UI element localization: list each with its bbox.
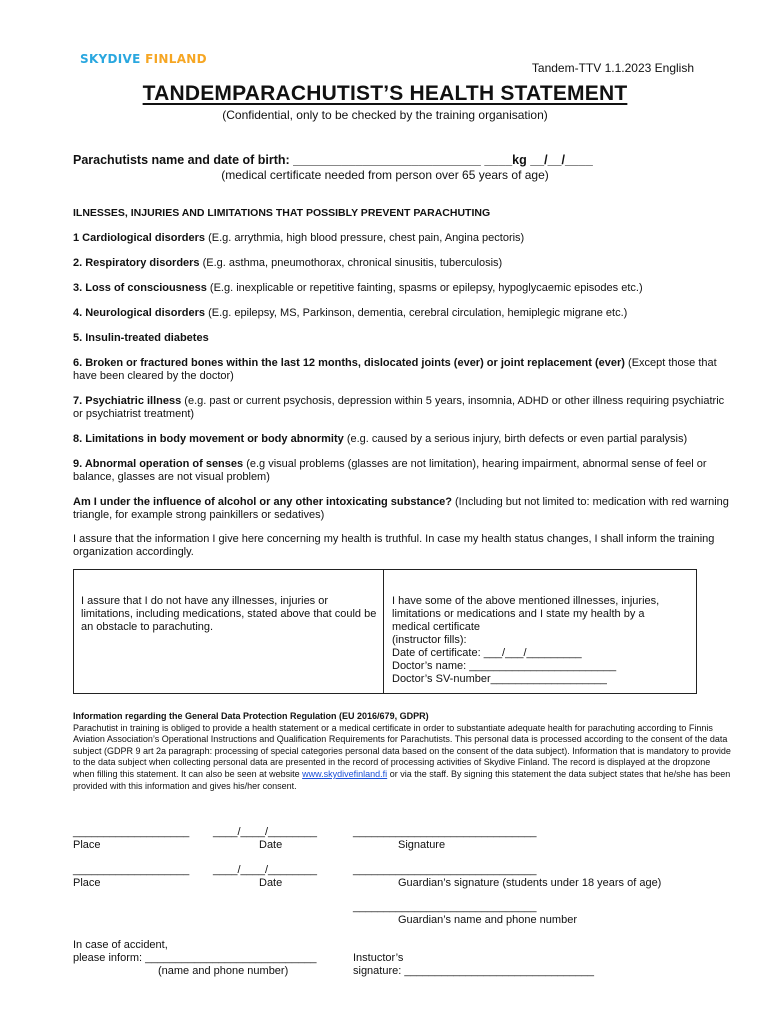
assurance-text: I assure that the information I give here concerning my health is truthful. In case my health status changes, I shall inform the training organization accordingly. [73, 533, 715, 558]
logo-text-skydive: SKYDIVE [80, 52, 141, 66]
item-cardiological: 1 Cardiological disorders (E.g. arrythmia, high blood pressure, chest pain, Angina pectoris) [73, 232, 525, 244]
skydive-finland-link[interactable]: www.skydivefinland.fi [302, 768, 388, 779]
certificate-line: medical certificate [392, 621, 481, 633]
form-version: Tandem-TTV 1.1.2023 English [531, 61, 694, 75]
option-medical-certificate[interactable] [392, 595, 692, 686]
page-subtitle: (Confidential, only to be checked by the training organisation) [222, 108, 548, 122]
item-diabetes: 5. Insulin-treated diabetes [73, 332, 209, 344]
signature-field[interactable]: ______________________________ [353, 826, 537, 838]
option-no-illness[interactable]: I assure that I do not have any illnesses, injuries or limitations, including medications, stated above that could be an obstacle to parachuting. [81, 595, 377, 633]
item-bones-joints: 6. Broken or fractured bones within the last 12 months, dislocated joints (ever) or joint replacement (ever) (Except those that have been cleared by the doctor) [73, 357, 717, 382]
guardian-signature-label: Guardian’s signature (students under 18 years of age) [398, 877, 662, 889]
guardian-name-label: Guardian’s name and phone number [398, 914, 577, 926]
accident-label: In case of accident, [73, 939, 168, 951]
certificate-line: limitations or medications and I state my health by a [392, 608, 645, 620]
name-birthdate-field[interactable]: Parachutists name and date of birth: ___________________________ ____kg __/__/____ [73, 153, 593, 167]
gdpr-notice [73, 711, 733, 792]
item-intoxicating: Am I under the influence of alcohol or any other intoxicating substance? (Including but not limited to: medication with red warning triangle, for example strong painkillers or sedatives) [73, 496, 729, 521]
place-field-1[interactable]: ___________________ [73, 826, 190, 838]
place-field-2[interactable]: ___________________ [73, 864, 190, 876]
doctor-name-field[interactable]: Doctor’s name: ________________________ [392, 660, 617, 672]
guardian-signature-field[interactable]: ______________________________ [353, 864, 537, 876]
place-label-2: Place [73, 877, 101, 889]
section-heading: ILNESSES, INJURIES AND LIMITATIONS THAT POSSIBLY PREVENT PARACHUTING [73, 207, 491, 219]
accident-contact-note: (name and phone number) [158, 965, 289, 977]
certificate-date-field[interactable]: Date of certificate: ___/___/_________ [392, 647, 582, 659]
skydive-finland-logo [80, 52, 207, 66]
accident-contact-field[interactable]: please inform: ____________________________ [73, 952, 317, 964]
certificate-line: (instructor fills): [392, 634, 467, 646]
item-neurological: 4. Neurological disorders (E.g. epilepsy, MS, Parkinson, dementia, cerebral circulation, hemiplegic migrane etc.) [73, 307, 628, 319]
certificate-line: I have some of the above mentioned illnesses, injuries, [392, 595, 660, 607]
place-label-1: Place [73, 839, 101, 851]
page-title: TANDEMPARACHUTIST’S HEALTH STATEMENT [142, 82, 628, 105]
box-divider [383, 570, 384, 693]
gdpr-body: Parachutist in training is obliged to provide a health statement or a medical certificate in order to substantiate adequate health for parachuting according to Finnis Aviation Association’s Operational Instructions and Qualification Requirements for Parachutists. This personal data is processed according to the consent of the data subject (GDPR 9 art 2a paragraph: processing of special categories personal data based on the consent of the data subject). Information that is mandatory to provide to the data subject when collecting personal data are presented in the record of processing activities of Skydive Finland. The record is displayed at the dropzone when filling this statement. It can also be seen at website [73, 722, 731, 779]
date-label-2: Date [259, 877, 283, 889]
instructor-signature-field[interactable]: signature: _______________________________ [353, 965, 595, 977]
logo-text-finland: FINLAND [145, 52, 207, 66]
gdpr-heading: Information regarding the General Data Protection Regulation (EU 2016/679, GDPR) [73, 711, 429, 721]
name-field-note: (medical certificate needed from person over 65 years of age) [221, 168, 549, 182]
guardian-name-field[interactable]: ______________________________ [353, 901, 537, 913]
gdpr-body-end: or via the staff. By signing this statement the data subject states that he/she has been provided with this information and gives his/her consent. [73, 768, 731, 791]
item-consciousness: 3. Loss of consciousness (E.g. inexplicable or repetitive fainting, spasms or epilepsy, hypoglycaemic episodes etc.) [73, 282, 643, 294]
item-body-movement: 8. Limitations in body movement or body abnormity (e.g. caused by a serious injury, birth defects or even partial paralysis) [73, 433, 688, 445]
date-field-2[interactable]: ____/____/________ [213, 864, 317, 876]
item-psychiatric: 7. Psychiatric illness (e.g. past or current psychosis, depression within 5 years, insomnia, ADHD or other illness requiring psychiatric or psychiatrist treatment) [73, 395, 725, 420]
date-label-1: Date [259, 839, 283, 851]
instructor-label: Instuctor’s [353, 952, 404, 964]
date-field-1[interactable]: ____/____/________ [213, 826, 317, 838]
item-senses: 9. Abnormal operation of senses (e.g visual problems (glasses are not limitation), hearing impairment, abnormal sense of feel or balance, glasses are not visual problem) [73, 458, 707, 483]
doctor-sv-number-field[interactable]: Doctor’s SV-number___________________ [392, 673, 607, 685]
health-choice-box [73, 569, 697, 694]
signature-label: Signature [398, 839, 446, 851]
item-respiratory: 2. Respiratory disorders (E.g. asthma, pneumothorax, chronical sinusitis, tuberculosis) [73, 257, 503, 269]
